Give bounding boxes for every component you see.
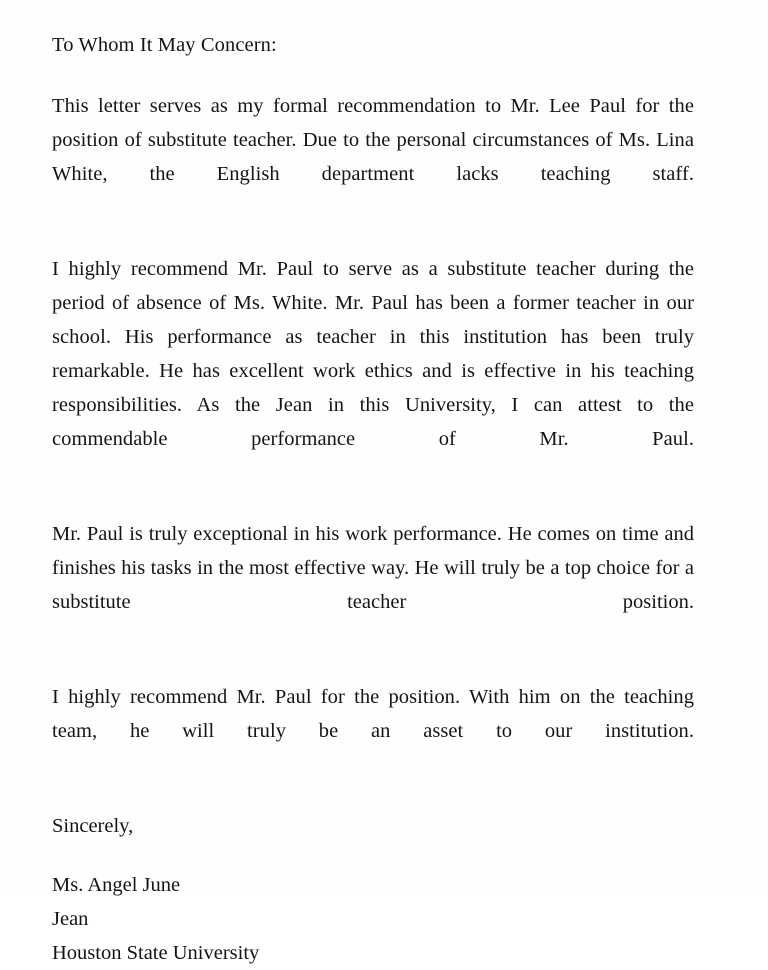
signature-block (52, 868, 694, 970)
body-paragraph-1: This letter serves as my formal recommendation to Mr. Lee Paul for the position of substitute teacher. Due to the personal circumstances of Ms. Lina White, the English department lacks teaching staff. (52, 95, 694, 185)
closing-salutation: Sincerely, (52, 815, 134, 837)
body-paragraph-2: I highly recommend Mr. Paul to serve as a substitute teacher during the period of absence of Ms. White. Mr. Paul has been a former teacher in our school. His performance as teacher in this institution has been truly remarkable. He has excellent work ethics and is effective in his teaching responsibilities. As the Jean in this University, I can attest to the commendable performance of Mr. Paul. (52, 258, 694, 450)
signer-organization: Houston State University (52, 942, 260, 964)
signer-name: Ms. Angel June (52, 874, 181, 896)
signer-title: Jean (52, 908, 89, 930)
salutation: To Whom It May Concern: (52, 34, 277, 56)
body-paragraph-3: Mr. Paul is truly exceptional in his work performance. He comes on time and finishes his tasks in the most effective way. He will truly be a top choice for a substitute teacher position. (52, 523, 694, 613)
letter-body (52, 28, 694, 970)
body-paragraph-4: I highly recommend Mr. Paul for the position. With him on the teaching team, he will truly be an asset to our institution. (52, 686, 694, 742)
